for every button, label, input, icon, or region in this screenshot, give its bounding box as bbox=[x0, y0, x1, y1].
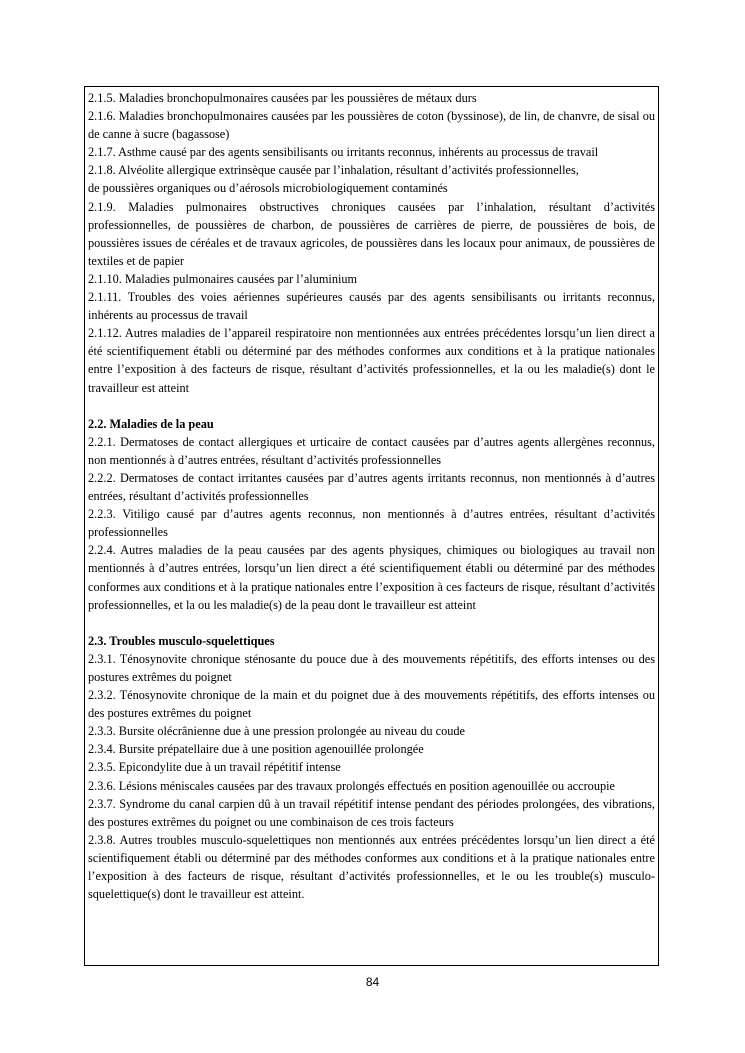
item-2-1-8: 2.1.8. Alvéolite allergique extrinsèque causée par l’inhalation, résultant d’activités professionnelles, bbox=[88, 163, 579, 178]
item-2-3-6: 2.3.6. Lésions méniscales causées par des travaux prolongés effectués en position agenouillée ou accroupie bbox=[88, 778, 615, 793]
item-2-2-3: 2.2.3. Vitiligo causé par d’autres agents reconnus, non mentionnés à d’autres entrées, résultant d’activités professionnelles bbox=[88, 507, 655, 540]
item-2-1-7: 2.1.7. Asthme causé par des agents sensibilisants ou irritants reconnus, inhérents au processus de travail bbox=[88, 145, 599, 160]
item-2-1-10: 2.1.10. Maladies pulmonaires causées par l’aluminium bbox=[88, 271, 358, 286]
section-heading-skin: 2.2. Maladies de la peau bbox=[88, 416, 214, 431]
item-2-1-5: 2.1.5. Maladies bronchopulmonaires causées par les poussières de métaux durs bbox=[88, 91, 477, 105]
item-2-3-5: 2.3.5. Epicondylite due à un travail répétitif intense bbox=[88, 760, 341, 775]
item-2-3-1: 2.3.1. Ténosynovite chronique sténosante du pouce due à des mouvements répétitifs, des efforts intenses ou des postures extrêmes du poignet bbox=[88, 651, 655, 684]
item-2-1-11: 2.1.11. Troubles des voies aériennes supérieures causés par des agents sensibilisants ou irritants reconnus, inhérents au processus de travail bbox=[88, 290, 655, 323]
section-spacer bbox=[88, 614, 655, 632]
page-number: 84 bbox=[365, 975, 380, 989]
item-2-2-4: 2.2.4. Autres maladies de la peau causées par des agents physiques, chimiques ou biologiques au travail non mentionnés à d’autres entrées, lorsqu’un lien direct a été scientifiquement établi ou déterminé par des méthodes conformes aux conditions et à la pratique nationales entre l’exposition à ces facteurs de risque, résultant d’activités professionnelles, et la ou les maladie(s) de la peau dont le travailleur est atteint bbox=[88, 543, 655, 612]
item-2-1-12: 2.1.12. Autres maladies de l’appareil respiratoire non mentionnées aux entrées précédentes lorsqu’un lien direct a été scientifiquement établi ou déterminé par des méthodes conformes aux conditions et à la pratique nationales entre l’exposition à des facteurs de risque, résultant d’activités professionnelles, et la ou les maladie(s) dont le travailleur est atteint bbox=[88, 326, 655, 395]
item-2-3-7: 2.3.7. Syndrome du canal carpien dû à un travail répétitif intense pendant des périodes prolongées, des vibrations, des postures extrêmes du poignet ou une combinaison de ces trois facteurs bbox=[88, 796, 655, 829]
content-box bbox=[84, 86, 659, 966]
item-2-1-6: 2.1.6. Maladies bronchopulmonaires causées par les poussières de coton (byssinose), de lin, de chanvre, de sisal ou de canne à sucre (bagassose) bbox=[88, 109, 655, 142]
section-heading-musculoskeletal: 2.3. Troubles musculo-squelettiques bbox=[88, 633, 275, 648]
item-2-3-4: 2.3.4. Bursite prépatellaire due à une position agenouillée prolongée bbox=[88, 742, 424, 757]
item-2-1-9: 2.1.9. Maladies pulmonaires obstructives chroniques causées par l’inhalation, résultant d’activités professionnelles, de poussières de charbon, de poussières de carrières de pierre, de poussières de bois, de poussières issues de céréales et de travaux agricoles, de poussières dans les locaux pour animaux, de poussières de textiles et de papier bbox=[88, 199, 655, 268]
item-2-2-1: 2.2.1. Dermatoses de contact allergiques et urticaire de contact causées par d’autres agents allergènes reconnus, non mentionnés à d’autres entrées, résultant d’activités professionnelles bbox=[88, 434, 655, 467]
item-2-2-2: 2.2.2. Dermatoses de contact irritantes causées par d’autres agents irritants reconnus, non mentionnés à d’autres entrées, résultant d’activités professionnelles bbox=[88, 470, 655, 504]
item-2-3-8: 2.3.8. Autres troubles musculo-squelettiques non mentionnés aux entrées précédentes lorsqu’un lien direct a été scientifiquement établi ou déterminé par des méthodes conformes aux conditions et à la pratique nationales entre l’exposition à des facteurs de risque, résultant d’activités professionnelles, et le ou les trouble(s) musculo-squelettique(s) dont le travailleur est atteint. bbox=[88, 832, 655, 902]
item-2-1-8-continued: de poussières organiques ou d’aérosols microbiologiquement contaminés bbox=[88, 181, 448, 196]
section-spacer bbox=[88, 397, 655, 415]
item-2-3-2: 2.3.2. Ténosynovite chronique de la main et du poignet due à des mouvements répétitifs, des efforts intenses ou des postures extrêmes du poignet bbox=[88, 688, 655, 721]
item-2-3-3: 2.3.3. Bursite olécrânienne due à une pression prolongée au niveau du coude bbox=[88, 724, 465, 739]
